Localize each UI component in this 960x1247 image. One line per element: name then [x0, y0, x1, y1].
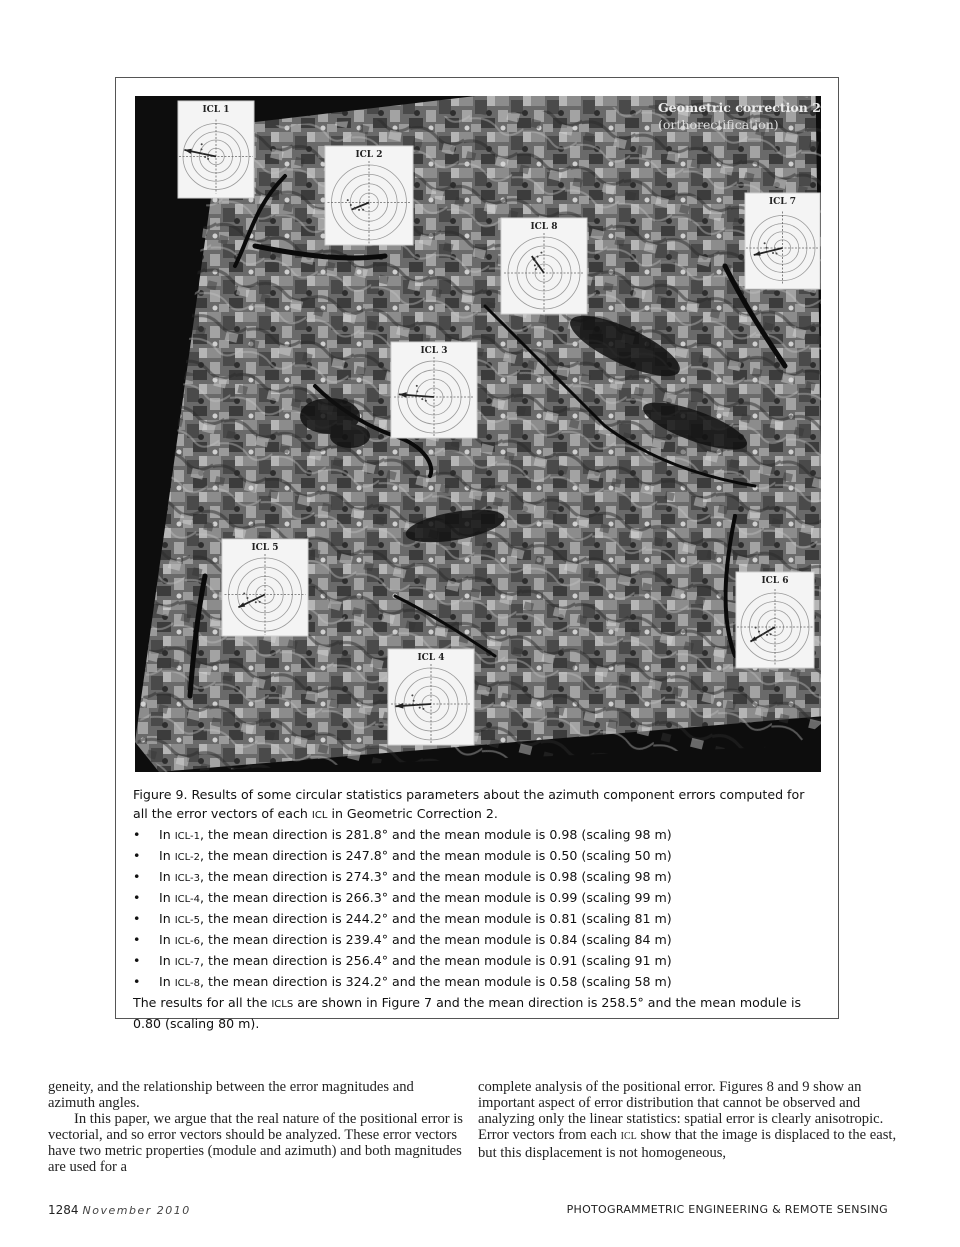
- figure-title: Geometric correction 2: [658, 100, 821, 115]
- polar-inset: [222, 539, 308, 636]
- page-number: 1284: [48, 1203, 79, 1217]
- body-column-left: [48, 1079, 463, 1176]
- caption-item: • In ICL-4, the mean direction is 266.3° and the mean module is 0.99 (scaling 99 m): [133, 890, 672, 905]
- body-paragraph: In this paper, we argue that the real nature of the positional error is vectorial, and so error vectors should be analyzed. These error vectors have two metric properties (module and azimuth) and both magnitudes are used for a: [48, 1111, 463, 1176]
- body-paragraph: complete analysis of the positional error. Figures 8 and 9 show an important aspect of error distribution that cannot be observed and analyzing only the linear statistics: spatial error is clearly anisotropic. Error vectors from each ICL show that the image is displaced to the east, but this displacement is not homogeneous,: [478, 1079, 897, 1162]
- polar-inset: [325, 146, 413, 245]
- figure-caption: [133, 785, 823, 1033]
- page-footer-left: [48, 1203, 191, 1217]
- journal-name: PHOTOGRAMMETRIC ENGINEERING & REMOTE SENSING: [566, 1203, 888, 1216]
- caption-list: [133, 825, 823, 993]
- figure-satellite-image: [135, 96, 821, 772]
- body-column-right: [478, 1079, 898, 1161]
- inset-label: ICL 3: [420, 346, 448, 356]
- inset-label: ICL 2: [355, 150, 383, 160]
- figure-subtitle: (orthorectification): [658, 117, 779, 132]
- caption-item: • In ICL-6, the mean direction is 239.4° and the mean module is 0.84 (scaling 84 m): [133, 932, 672, 947]
- polar-inset: [178, 101, 254, 198]
- polar-inset: [736, 572, 814, 668]
- polar-inset: [388, 649, 474, 745]
- caption-item: • In ICL-2, the mean direction is 247.8° and the mean module is 0.50 (scaling 50 m): [133, 848, 672, 863]
- caption-item: • In ICL-7, the mean direction is 256.4° and the mean module is 0.91 (scaling 91 m): [133, 953, 672, 968]
- inset-label: ICL 6: [761, 576, 789, 586]
- inset-label: ICL 4: [417, 653, 445, 663]
- polar-inset: [391, 342, 477, 438]
- body-paragraph: geneity, and the relationship between the error magnitudes and azimuth angles.: [48, 1079, 414, 1112]
- inset-label: ICL 5: [251, 543, 279, 553]
- issue-date: November 2010: [82, 1204, 191, 1217]
- polar-inset: [745, 193, 820, 289]
- caption-intro: Figure 9. Results of some circular statistics parameters about the azimuth component errors computed for all the error vectors of each ICL in Geometric Correction 2.: [133, 787, 805, 821]
- inset-label: ICL 7: [768, 197, 797, 207]
- polar-inset: [501, 218, 587, 314]
- caption-item: • In ICL-1, the mean direction is 281.8° and the mean module is 0.98 (scaling 98 m): [133, 827, 672, 842]
- inset-label: ICL 8: [530, 222, 558, 232]
- caption-item: • In ICL-5, the mean direction is 244.2° and the mean module is 0.81 (scaling 81 m): [133, 911, 672, 926]
- orthorectified-image-map: [135, 96, 821, 772]
- caption-outro: The results for all the ICLS are shown in Figure 7 and the mean direction is 258.5° and the mean module is 0.80 (scaling 80 m).: [133, 995, 802, 1031]
- caption-item: • In ICL-8, the mean direction is 324.2° and the mean module is 0.58 (scaling 58 m): [133, 974, 672, 989]
- caption-item: • In ICL-3, the mean direction is 274.3° and the mean module is 0.98 (scaling 98 m): [133, 869, 672, 884]
- inset-label: ICL 1: [202, 105, 230, 115]
